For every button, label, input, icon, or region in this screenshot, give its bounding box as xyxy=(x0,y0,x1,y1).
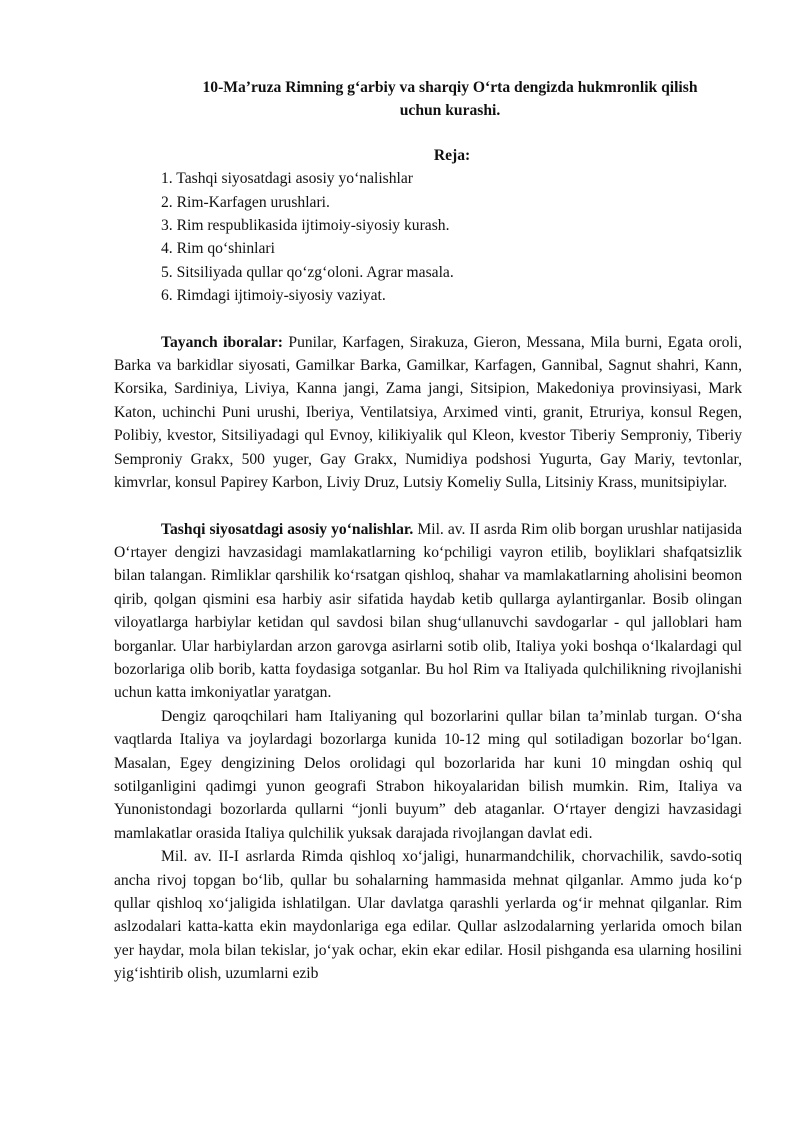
keywords-text: Punilar, Karfagen, Sirakuza, Gieron, Messana, Mila burni, Egata oroli, Barka va barkidlar siyosati, Gamilkar Barka, Gamilkar, Karfagen, Gannibal, Sagnut shahri, Kann, Korsika, Sardiniya, Liviya, Kanna jangi, Zama jangi, Sitsipion, Makedoniya provinsiyasi, Mark Katon, uchinchi Puni urushi, Iberiya, Ventilatsiya, Arximed vinti, granit, Etruriya, konsul Regen, Polibiy, kvestor, Sitsiliyadagi qul Evnoy, kilikiyalik qul Kleon, kvestor Tiberiy Semproniy, Tiberiy Semproniy Grakx, 500 yuger, Gay Grakx, Numidiya podshosi Yugurta, Gay Mariy, tevtonlar, kimvrlar, konsul Papirey Karbon, Liviy Druz, Lutsiy Komeliy Sulla, Litsiniy Krass, munitsipiylar. xyxy=(114,333,742,492)
document-page xyxy=(114,76,742,986)
plan-item: 6. Rimdagi ijtimoiy-siyosiy vaziyat. xyxy=(161,287,386,305)
lecture-title xyxy=(114,76,742,123)
keywords-paragraph xyxy=(114,331,742,495)
plan-item: 2. Rim-Karfagen urushlari. xyxy=(161,193,330,211)
plan-item: 1. Tashqi siyosatdagi asosiy yo‘nalishlar xyxy=(161,170,413,188)
paragraph-text: Mil. av. II asrda Rim olib borgan urushlar natijasida O‘rtayer dengizi havzasidagi mamlakatlarning ko‘pchiligi vayron etilib, boyliklari shafqatsizlik bilan talangan. Rimliklar qarshilik ko‘rsatgan qishloq, shahar va mamlakatlarning aholisini beomon qirib, qolgan qismini esa harbiy asir sifatida haydab ketib qullarga aylantirganlar. Bosib olingan viloyatlarga harbiylar ketidan qul savdosi bilan shug‘ullanuvchi savdogarlar - qul jalloblari ham borganlar. Ular harbiylardan arzon garovga asirlarni sotib olib, Italiya yoki boshqa o‘lkalardagi qul bozorlariga olib borib, katta foydasiga sotganlar. Bu hol Rim va Italiyada qulchilikning rivojlanishi uchun katta imkoniyatlar yaratgan. xyxy=(114,520,742,702)
title-line-2: uchun kurashi. xyxy=(399,102,501,120)
section-paragraph: Dengiz qaroqchilari ham Italiyaning qul bozorlarini qullar bilan ta’minlab turgan. O‘sha vaqtlarda Italiya va joylardagi bozorlarga kunida 10-12 ming qul sotiladigan bozorlar bo‘lgan. Masalan, Egey dengizining Delos orolidagi qul bozorlarida har kuni 10 mingdan oshiq qul sotilganligini qadimgi yunon geografi Strabon hikoyalaridan bilish mumkin. Rim, Italiya va Yunonistondagi bozorlarda qullarni “jonli buyum” deb ataganlar. O‘rtayer dengizi havzasidagi mamlakatlar orasida Italiya qulchilik yuksak darajada rivojlangan davlat edi. xyxy=(114,707,742,842)
plan-item: 5. Sitsiliyada qullar qo‘zg‘oloni. Agrar masala. xyxy=(161,263,454,281)
section-paragraph: Mil. av. II-I asrlarda Rimda qishloq xo‘jaligi, hunarmandchilik, chorvachilik, savdo-sotiq ancha rivoj topgan bo‘lib, qullar bu sohalarning hammasida mehnat qilganlar. Ammo juda ko‘p qullar qishloq xo‘jaligida ishlatilgan. Ular davlatga qarashli yerlarda og‘ir mehnat qilganlar. Rim aslzodalari katta-katta ekin maydonlariga ega edilar. Qullar aslzodalarning yerlarida omoch bilan yer haydar, mola bilan tekislar, jo‘yak ochar, ekin ekar edilar. Hosil pishganda esa ularning hosilini yig‘ishtirib olish, uzumlarni ezib xyxy=(114,848,742,983)
title-line-1: 10-Ma’ruza Rimning g‘arbiy va sharqiy O‘rta dengizda hukmronlik qilish xyxy=(202,79,698,96)
plan-heading: Reja: xyxy=(433,146,471,164)
plan-item: 3. Rim respublikasida ijtimoiy-siyosiy kurash. xyxy=(161,217,450,235)
section-paragraph xyxy=(114,518,742,705)
plan-list xyxy=(114,167,742,307)
keywords-label: Tayanch iboralar: xyxy=(161,333,283,351)
section-heading: Tashqi siyosatdagi asosiy yo‘nalishlar. xyxy=(161,520,414,538)
plan-item: 4. Rim qo‘shinlari xyxy=(161,240,275,258)
